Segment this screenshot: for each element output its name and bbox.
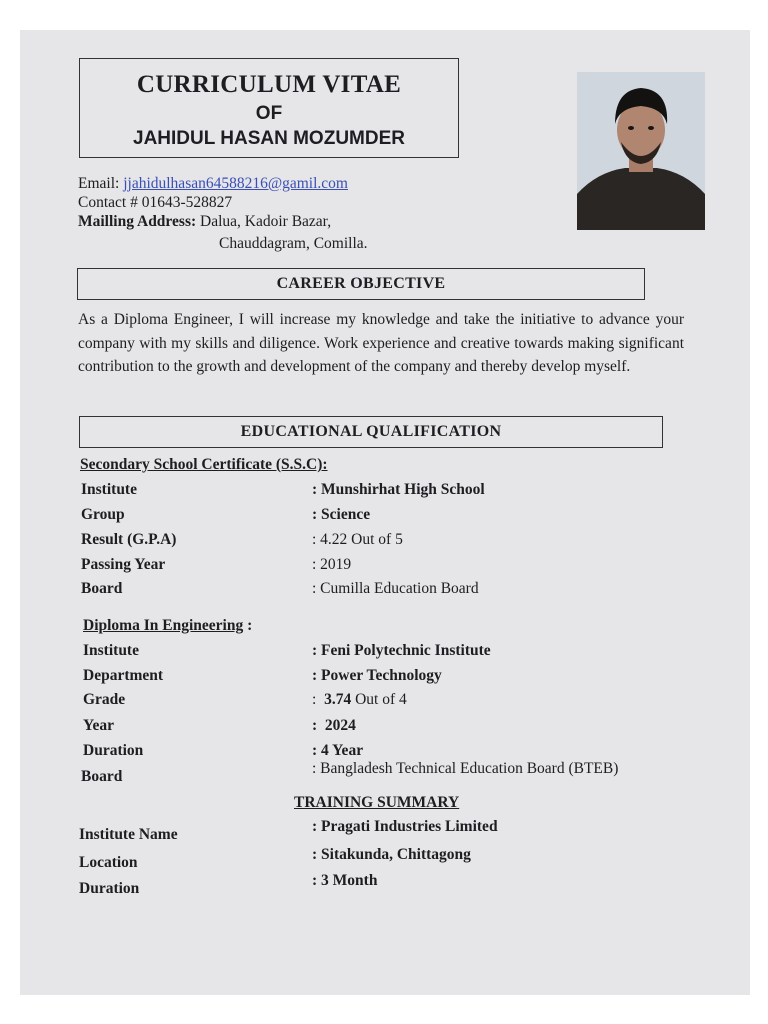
cv-title-box [79,58,459,158]
ssc-result-value: : 4.22 Out of 5 [312,531,403,548]
phone-label: Contact # [78,194,138,211]
training-location-value: : Sitakunda, Chittagong [312,846,471,863]
ssc-group-label: Group [81,506,125,523]
diploma-grade-colon: : [312,691,325,708]
cv-owner-name: JAHIDUL HASAN MOZUMDER [133,128,405,149]
diploma-department-value: : Power Technology [312,667,442,684]
cv-title-of: OF [255,103,283,124]
diploma-grade-value [312,691,407,709]
training-location-label: Location [79,854,138,871]
training-institute-value: : Pragati Industries Limited [312,818,498,835]
diploma-board-label: Board [81,768,123,785]
address-label: Mailling Address: [78,213,197,230]
diploma-grade-scale: Out of 4 [351,691,407,708]
email-line [78,175,348,193]
ssc-passing-year-value: : 2019 [312,556,352,573]
ssc-board-label: Board [81,580,123,597]
diploma-title-line [83,617,252,635]
address-line1: Dalua, Kadoir Bazar, [200,213,332,230]
diploma-year-label: Year [83,717,114,734]
email-label: Email: [78,175,120,192]
address-line [78,213,331,231]
training-heading: TRAINING SUMMARY [294,794,460,811]
ssc-institute-value: : Munshirhat High School [312,481,485,498]
phone-line [78,194,232,212]
diploma-year-value: : 2024 [312,717,356,734]
diploma-board-value: : Bangladesh Technical Education Board (BTEB) [312,760,619,777]
training-duration-value: : 3 Month [312,872,378,889]
diploma-title: Diploma In Engineering [83,617,244,634]
ssc-board-value: : Cumilla Education Board [312,580,479,597]
diploma-title-colon: : [243,617,253,634]
diploma-grade-number: 3.74 [324,691,352,708]
person-portrait-icon [577,72,705,230]
profile-photo [577,72,705,230]
cv-title: CURRICULUM VITAE [136,71,402,98]
diploma-grade-label: Grade [83,691,126,708]
education-heading: EDUCATIONAL QUALIFICATION [79,416,663,448]
training-institute-label: Institute Name [79,826,178,843]
ssc-title: Secondary School Certificate (S.S.C): [80,456,328,473]
career-objective-text: As a Diploma Engineer, I will increase my knowledge and take the initiative to advance your company with my skills and diligence. Work experience and creative towards making significant contribution to the growth and development of the company and thereby develop myself. [78,311,684,375]
address-line2: Chauddagram, Comilla. [219,235,368,252]
email-link[interactable]: jjahidulhasan64588216@gamil.com [123,175,348,192]
ssc-result-label: Result (G.P.A) [81,531,177,548]
diploma-duration-value: : 4 Year [312,742,364,759]
career-objective-heading: CAREER OBJECTIVE [77,268,645,300]
diploma-institute-value: : Feni Polytechnic Institute [312,642,491,659]
diploma-institute-label: Institute [83,642,139,659]
diploma-duration-label: Duration [83,742,144,759]
ssc-group-value: : Science [312,506,371,523]
diploma-department-label: Department [83,667,164,684]
ssc-institute-label: Institute [81,481,137,498]
phone-value: 01643-528827 [141,194,233,211]
ssc-passing-year-label: Passing Year [81,556,166,573]
training-duration-label: Duration [79,880,140,897]
